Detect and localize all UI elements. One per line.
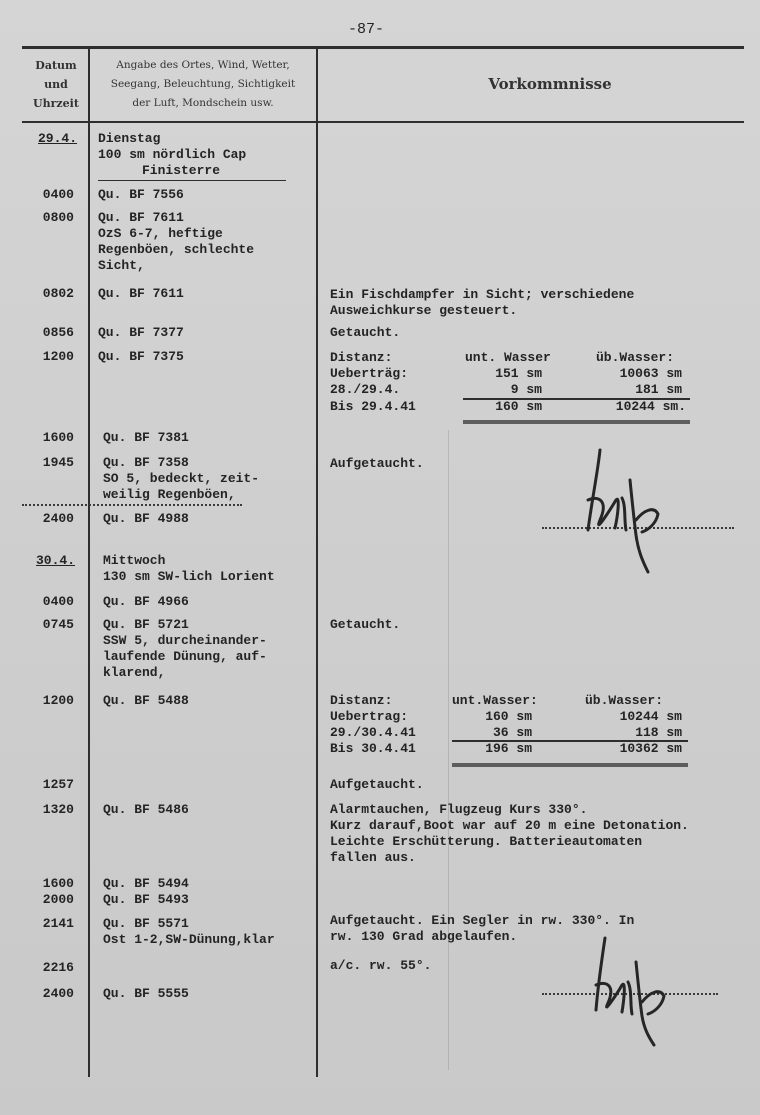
day2-weekday: Mittwoch <box>103 553 166 568</box>
page-number: -87- <box>348 21 385 38</box>
row-event: Ein Fischdampfer in Sicht; verschiedene <box>330 287 635 302</box>
row-weather: SSW 5, durcheinander- <box>103 633 267 648</box>
row-location: Qu. BF 7377 <box>98 325 184 340</box>
row-weather: Regenböen, schlechte <box>98 242 255 257</box>
distance2-double-rule <box>452 763 688 767</box>
row-weather: laufende Dünung, auf- <box>103 649 267 664</box>
row-event: Kurz darauf,Boot war auf 20 m eine Detonation. <box>330 818 689 833</box>
column-divider-ort <box>316 47 318 1077</box>
row-weather: Ost 1-2,SW-Dünung,klar <box>103 932 275 947</box>
top-rule <box>22 46 744 49</box>
distance1-uebertrag-unt: 151 sm <box>495 366 542 381</box>
day2-position1: 130 sm SW-lich Lorient <box>103 569 275 584</box>
day1-position2: Finisterre <box>142 163 221 178</box>
distance1-double-rule <box>463 420 690 424</box>
row-location: Qu. BF 7611 <box>98 210 184 225</box>
row-location: Qu. BF 7556 <box>98 187 184 202</box>
header-vorkommnisse: Vorkommnisse <box>488 75 612 93</box>
header-datum-line1: Datum <box>35 59 77 72</box>
day1-date: 29.4. <box>38 131 78 146</box>
row-location: Qu. BF 5555 <box>103 986 189 1001</box>
row-weather: weilig Regenböen, <box>103 487 236 502</box>
row-event: Getaucht. <box>330 617 401 632</box>
distance2-total-ueb: 10362 sm <box>619 741 682 756</box>
signature-2 <box>580 930 690 1050</box>
row-time: 1945 <box>42 455 74 470</box>
row-event: fallen aus. <box>330 850 416 865</box>
row-location: Qu. BF 5486 <box>103 802 189 817</box>
distance1-uebertrag-label: Ueberträg: <box>330 366 409 381</box>
distance2-uebertrag-label: Uebertrag: <box>330 709 409 724</box>
row-time: 0745 <box>42 617 74 632</box>
row-location: Qu. BF 5488 <box>103 693 189 708</box>
row-weather: OzS 6-7, heftige <box>98 226 223 241</box>
day1-weekday: Dienstag <box>98 131 161 146</box>
row-time: 0400 <box>42 187 74 202</box>
distance2-period-label: 29./30.4.41 <box>330 725 416 740</box>
distance2-period-ueb: 118 sm <box>635 725 682 740</box>
day1-underline <box>98 180 286 181</box>
row-event: Ausweichkurse gesteuert. <box>330 303 518 318</box>
distance1-period-unt: 9 sm <box>510 382 542 397</box>
row-event: Aufgetaucht. <box>330 777 424 792</box>
row-weather: klarend, <box>103 665 166 680</box>
header-ort <box>92 56 314 113</box>
distance1-total-label: Bis 29.4.41 <box>330 399 416 414</box>
row-time: 2400 <box>42 511 74 526</box>
row-time: 2216 <box>42 960 74 975</box>
row-location: Qu. BF 7375 <box>98 349 184 364</box>
distance2-uebertrag-unt: 160 sm <box>485 709 532 724</box>
row-event: Aufgetaucht. <box>330 456 424 471</box>
row-event: Aufgetaucht. Ein Segler in rw. 330°. In <box>330 913 635 928</box>
row-time: 2000 <box>42 892 74 907</box>
distance2-uebertrag-ueb: 10244 sm <box>619 709 682 724</box>
distance1-period-label: 28./29.4. <box>330 382 401 397</box>
row-time: 0800 <box>42 210 74 225</box>
row-time: 1257 <box>42 777 74 792</box>
row-event: Getaucht. <box>330 325 401 340</box>
column-divider-datum <box>88 47 90 1077</box>
row-location: Qu. BF 5493 <box>103 892 189 907</box>
row-time: 0802 <box>42 286 74 301</box>
row-event: a/c. rw. 55°. <box>330 958 432 973</box>
distance1-total-unt: 160 sm <box>495 399 542 414</box>
distance1-total-ueb: 10244 sm. <box>615 399 686 414</box>
row-location: Qu. BF 5721 <box>103 617 189 632</box>
row-time: 1320 <box>42 802 74 817</box>
header-ort-line2: Seegang, Beleuchtung, Sichtigkeit <box>110 78 296 90</box>
distance1-uebertrag-ueb: 10063 sm <box>619 366 682 381</box>
distance2-total-unt: 196 sm <box>485 741 532 756</box>
row-event: Alarmtauchen, Flugzeug Kurs 330°. <box>330 802 588 817</box>
header-ort-line1: Angabe des Ortes, Wind, Wetter, <box>116 59 290 71</box>
row-location: Qu. BF 4966 <box>103 594 189 609</box>
distance2-label: Distanz: <box>330 693 393 708</box>
row-event: Leichte Erschütterung. Batterieautomaten <box>330 834 643 849</box>
row-location: Qu. BF 5571 <box>103 916 189 931</box>
row-location: Qu. BF 5494 <box>103 876 189 891</box>
header-datum-line3: Uhrzeit <box>33 97 79 110</box>
row-time: 2400 <box>42 986 74 1001</box>
header-rule <box>22 121 744 123</box>
distance1-label: Distanz: <box>330 350 393 365</box>
distance2-total-label: Bis 30.4.41 <box>330 741 416 756</box>
signature-1 <box>570 440 690 580</box>
header-ort-line3: der Luft, Mondschein usw. <box>132 97 274 109</box>
distance1-col1-head: unt. Wasser <box>465 350 551 365</box>
distance2-col2-head: üb.Wasser: <box>585 693 664 708</box>
row-weather: SO 5, bedeckt, zeit- <box>103 471 260 486</box>
row-time: 1600 <box>42 876 74 891</box>
row-time: 1600 <box>42 430 74 445</box>
day1-position1: 100 sm nördlich Cap <box>98 147 247 162</box>
row-location: Qu. BF 4988 <box>103 511 189 526</box>
distance2-col1-head: unt.Wasser: <box>452 693 538 708</box>
header-datum-line2: und <box>44 78 68 91</box>
distance1-period-ueb: 181 sm <box>635 382 682 397</box>
day2-date: 30.4. <box>36 553 76 568</box>
row-location: Qu. BF 7611 <box>98 286 184 301</box>
distance1-col2-head: üb.Wasser: <box>596 350 675 365</box>
row-time: 2141 <box>42 916 74 931</box>
row-location: Qu. BF 7358 <box>103 455 189 470</box>
row-location: Qu. BF 7381 <box>103 430 189 445</box>
dotted-separator <box>22 504 242 506</box>
row-event: rw. 130 Grad abgelaufen. <box>330 929 518 944</box>
row-time: 1200 <box>42 349 74 364</box>
distance2-period-unt: 36 sm <box>492 725 532 740</box>
header-datum <box>26 56 86 113</box>
row-time: 0400 <box>42 594 74 609</box>
row-weather: Sicht, <box>98 258 145 273</box>
row-time: 1200 <box>42 693 74 708</box>
row-time: 0856 <box>42 325 74 340</box>
